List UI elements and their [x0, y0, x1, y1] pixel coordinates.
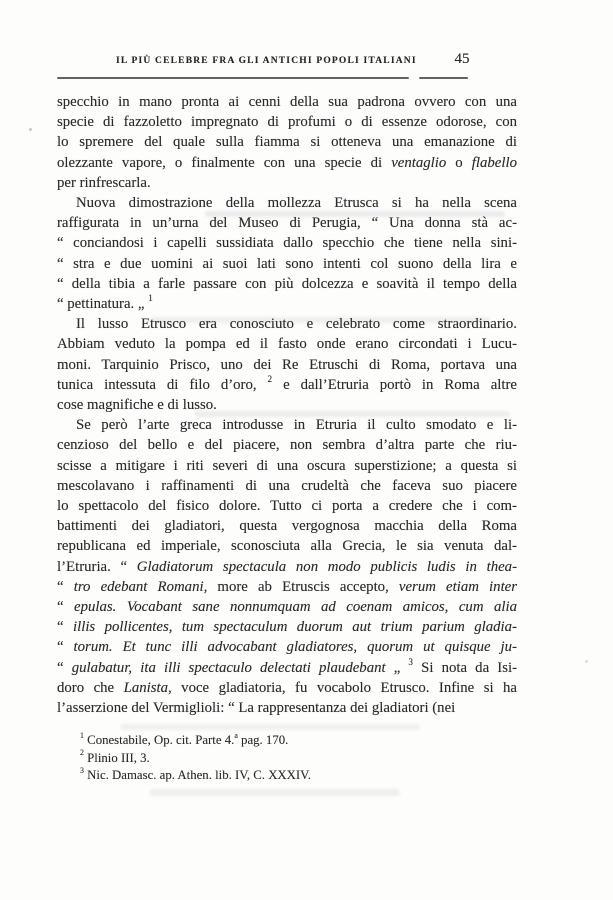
text-segment: e dall’Etruria portò in Roma altre	[272, 376, 517, 393]
footnote-line	[57, 767, 517, 785]
footnote-ref: a	[234, 730, 238, 740]
text-line	[57, 678, 517, 698]
text-line	[57, 516, 517, 536]
text-line	[57, 496, 517, 516]
text-segment: epulas. Vocabant sane nonnumquam ad coenam amicos, cum alia	[74, 599, 517, 616]
text-segment: “	[57, 639, 74, 656]
footnote-ref: 3	[408, 656, 413, 667]
text-line	[57, 476, 517, 496]
text-line	[57, 658, 517, 678]
text-segment: tunica intessuta di filo d’oro,	[57, 376, 268, 393]
text-segment: Il lusso Etrusco era conosciuto e celebrato come straordinario.	[76, 316, 517, 333]
text-segment: scisse a mitigare i riti severi di una oscura superstizione; a questa si	[57, 457, 517, 474]
text-segment: “	[57, 619, 73, 636]
text-segment: Plinio III, 3.	[83, 750, 150, 765]
text-segment: Gladiatorum spectacula non modo publicis ludis in thea-	[136, 558, 517, 575]
header-rule	[57, 77, 409, 79]
text-line	[57, 92, 517, 112]
text-segment: “	[57, 599, 75, 616]
text-line	[57, 375, 517, 395]
text-segment: per rinfrescarla.	[57, 174, 151, 191]
text-segment: lo spremere del quale sulla fiamma si otteneva una emanazione di	[57, 134, 517, 151]
text-segment: cose magnifiche e di lusso.	[57, 397, 217, 414]
text-segment: doro che	[57, 679, 124, 696]
text-line	[57, 435, 517, 455]
text-segment: verum etiam inter	[398, 578, 517, 595]
text-line	[57, 173, 517, 193]
text-segment: pag. 170.	[237, 733, 289, 747]
text-line	[57, 112, 517, 132]
text-segment: l’asserzione del Vermiglioli: “ La rappresentanza dei gladiatori (nei	[57, 700, 456, 717]
text-segment: more ab Etruscis accepto,	[207, 578, 399, 595]
text-line	[57, 597, 517, 617]
text-line	[57, 254, 517, 274]
text-line	[57, 456, 517, 476]
footnote-ref: 2	[80, 748, 84, 758]
text-segment: illis pollicentes, tum spectaculum duorum aut trium parium gladia-	[72, 619, 517, 636]
text-line	[57, 577, 517, 597]
text-line	[57, 637, 517, 657]
footnotes	[57, 732, 517, 785]
text-segment: Abbiam veduto la pompa ed il fasto onde erano circondati i Lucu-	[57, 336, 517, 353]
text-segment: torum. Et tunc illi advocabant gladiatores, quorum ut quisque ju-	[73, 639, 517, 656]
text-line	[57, 355, 517, 375]
text-line	[57, 294, 517, 314]
text-segment: „	[385, 659, 409, 676]
footnote-ref: 1	[148, 293, 153, 304]
text-line	[57, 617, 517, 637]
text-line	[57, 233, 517, 253]
text-segment: republicana ed imperiale, sconosciuta alla Grecia, le sia venuta dal-	[57, 538, 517, 555]
scan-smudge	[150, 789, 400, 796]
scan-artifact	[29, 128, 32, 131]
text-line	[57, 132, 517, 152]
footnote-ref: 1	[80, 730, 84, 740]
text-segment: tro edebant Romani,	[73, 578, 208, 595]
text-line	[57, 153, 517, 173]
running-title: IL PIÙ CELEBRE FRA GLI ANTICHI POPOLI ITALIANI	[116, 56, 417, 66]
text-segment: Conestabile, Op. cit. Parte 4.	[83, 733, 235, 747]
text-segment: specie di fazzoletto impregnato di profumi o di essenze odorose, con	[57, 114, 517, 131]
text-segment: , voce gladiatoria, fu vocabolo Etrusco. Infine si ha	[168, 679, 518, 696]
footnote-ref: 3	[80, 765, 84, 775]
text-segment: Se però l’arte greca introdusse in Etruria il culto smodato e li-	[76, 417, 517, 434]
text-segment: Nuova dimostrazione della mollezza Etrusca si ha nella scena	[76, 195, 517, 212]
text-segment: l’Etruria. “	[57, 558, 137, 575]
text-line	[57, 415, 517, 435]
text-segment: “	[57, 578, 74, 595]
text-segment: “	[57, 659, 72, 676]
text-segment: flabello	[471, 154, 517, 171]
footnote-ref: 2	[267, 373, 273, 384]
text-segment: Nic. Damasc. ap. Athen. lib. IV, C. XXXIV.	[83, 768, 311, 783]
text-line	[57, 557, 517, 577]
page-number: 45	[454, 51, 470, 67]
text-segment: mescolavano i raffinamenti di una crudeltà che faceva suo piacere	[57, 477, 517, 494]
text-segment: “ conciandosi i capelli sussidiata dallo specchio che tiene nella sini-	[57, 235, 517, 252]
text-segment: raffigurata in un’urna del Museo di Perugia, “ Una donna stà ac-	[57, 215, 517, 232]
text-segment: Si nota da Isi-	[413, 659, 517, 676]
text-segment: battimenti dei gladiatori, questa vergognosa macchia della Roma	[57, 518, 517, 535]
text-line	[57, 193, 517, 213]
text-segment: lo spettacolo del fisico dolore. Tutto ci porta a credere che i com-	[57, 498, 517, 515]
text-line	[57, 274, 517, 294]
text-segment: specchio in mano pronta ai cenni della sua padrona ovvero con una	[57, 94, 517, 110]
text-line	[57, 698, 517, 718]
scan-smudge	[120, 724, 420, 730]
text-line	[57, 213, 517, 233]
text-line	[57, 536, 517, 556]
text-segment: o	[446, 154, 472, 171]
text-segment: “ della tibia a farle passare con più dolcezza e soavità il tempo della	[57, 275, 517, 292]
text-segment: cenzioso del bello e del piacere, non sembra d’altra parte che riu-	[57, 437, 517, 454]
text-line	[57, 395, 517, 415]
scan-artifact	[585, 660, 588, 663]
text-segment: ventaglio	[391, 154, 447, 171]
body-text	[57, 92, 517, 718]
text-line	[57, 314, 517, 334]
text-segment: Lanista	[123, 679, 169, 696]
footnote-line	[57, 732, 517, 750]
header-rule-pagenum	[419, 77, 468, 79]
text-segment: “ stra e due uomini ai suoi lati sono intenti col suono della lira e	[57, 255, 517, 272]
text-segment: “ pettinatura. „	[57, 296, 149, 313]
text-segment: moni. Tarquinio Prisco, uno dei Re Etruschi di Roma, portava una	[57, 356, 517, 373]
text-segment: olezzante vapore, o finalmente con una specie di	[57, 154, 392, 171]
text-line	[57, 334, 517, 354]
footnote-line	[57, 750, 517, 768]
text-segment: gulabatur, ita illi spectaculo delectati plaudebant	[71, 659, 386, 676]
